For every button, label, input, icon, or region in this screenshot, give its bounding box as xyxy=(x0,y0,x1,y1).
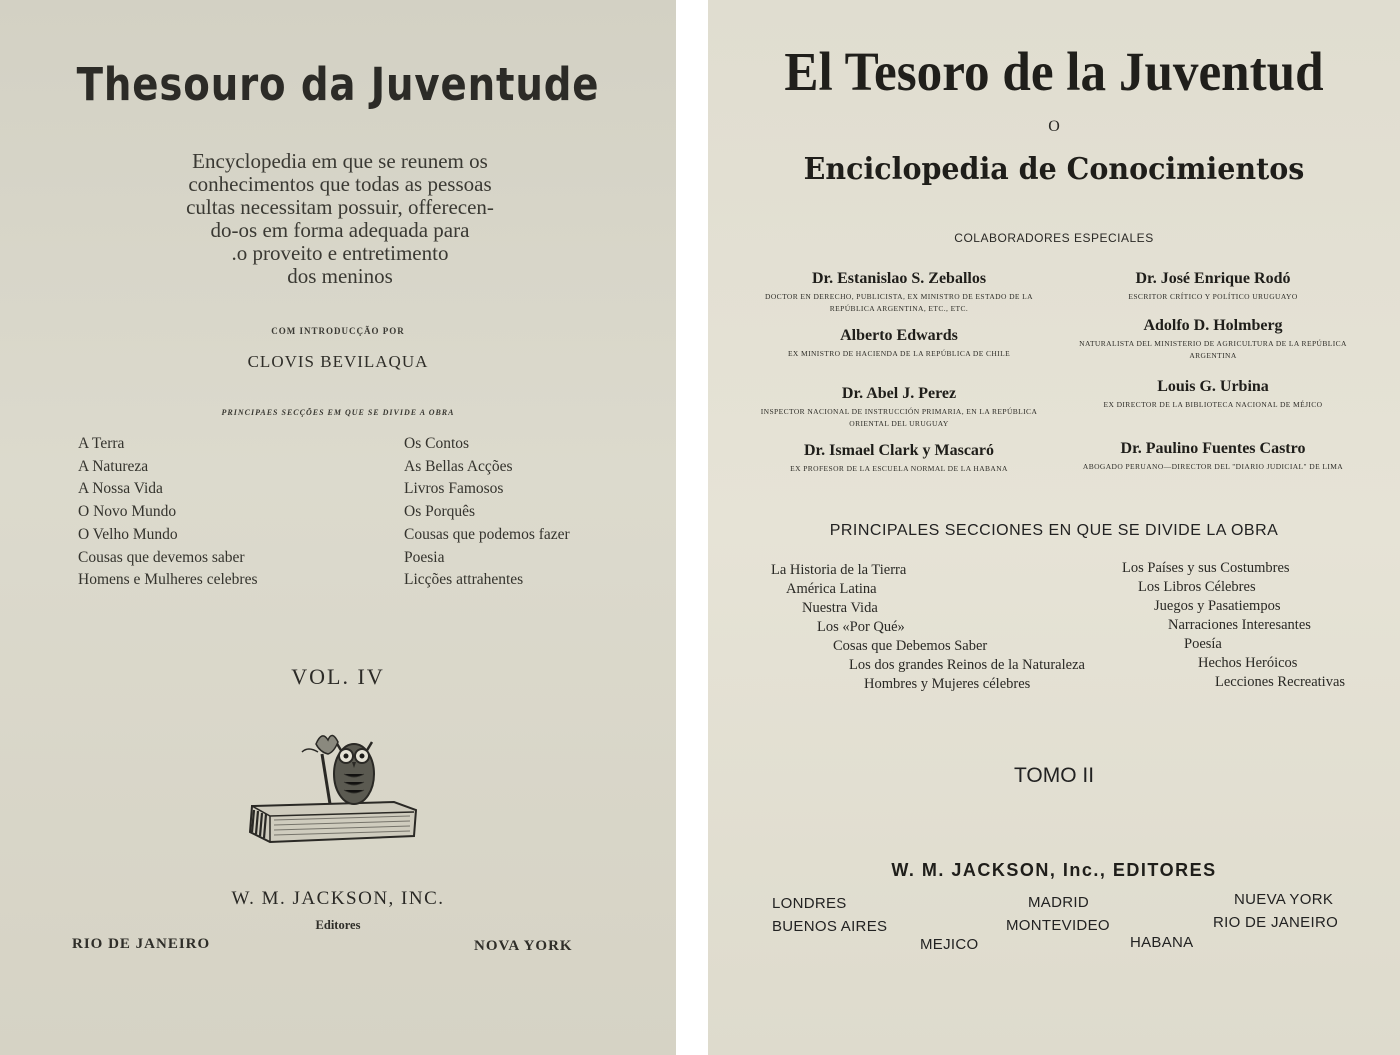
sections-heading: PRINCIPALES SECCIONES EN QUE SE DIVIDE LA OBRA xyxy=(829,522,1279,539)
sections-heading: PRINCIPAES SECÇÕES EM QUE SE DIVIDE A OBRA xyxy=(221,408,455,417)
collaborator-description: NATURALISTA DEL MINISTERIO DE AGRICULTURA DE LA REPÚBLICA ARGENTINA xyxy=(1079,339,1347,360)
list-item: Hombres y Mujeres célebres xyxy=(864,676,1031,692)
city-londres: LONDRES xyxy=(772,895,847,912)
city-nueva-york: NUEVA YORK xyxy=(1234,891,1334,908)
list-item: Lecciones Recreativas xyxy=(1215,674,1346,690)
list-item: Los Libros Célebres xyxy=(1138,579,1256,595)
description-line: Encyclopedia em que se reunem os xyxy=(192,149,488,173)
collaborator-description: INSPECTOR NACIONAL DE INSTRUCCIÓN PRIMARIA, EN LA REPÚBLICA ORIENTAL DEL URUGUAY xyxy=(760,407,1038,428)
list-item: Cousas que devemos saber xyxy=(78,548,245,566)
collaborator-name: Adolfo D. Holmberg xyxy=(1143,317,1283,334)
volume-number: VOL. IV xyxy=(291,664,385,689)
city-rio-de-janeiro: RIO DE JANEIRO xyxy=(72,936,211,952)
title-conjunction: O xyxy=(1048,118,1060,135)
collaborator-name: Dr. Abel J. Perez xyxy=(841,385,957,402)
publisher-name: W. M. JACKSON, INC. xyxy=(231,888,445,909)
list-item: O Velho Mundo xyxy=(78,525,178,543)
list-item: A Natureza xyxy=(78,457,149,475)
collaborator-entry xyxy=(744,385,1054,430)
list-item: Los «Por Qué» xyxy=(817,619,905,635)
collaborator-entry xyxy=(1058,317,1368,362)
description-line: .o proveito e entretimento xyxy=(231,241,449,265)
list-item: América Latina xyxy=(786,581,877,597)
list-item: Os Contos xyxy=(404,435,470,452)
left-page-title: Thesouro da Juventude xyxy=(76,58,600,111)
list-item: Os Porquês xyxy=(404,503,476,521)
city-nova-york: NOVA YORK xyxy=(474,938,573,954)
collaborator-entry xyxy=(1058,440,1368,473)
collaborator-name: Dr. Estanislao S. Zeballos xyxy=(811,270,987,287)
collaborator-name: Alberto Edwards xyxy=(840,327,958,344)
list-item: Cousas que podemos fazer xyxy=(404,525,570,543)
collaborator-description: DOCTOR EN DERECHO, PUBLICISTA, EX MINISTRO DE ESTADO DE LA REPÚBLICA ARGENTINA, ETC., ETC. xyxy=(765,292,1033,313)
collaborator-description: EX MINISTRO DE HACIENDA DE LA REPÚBLICA DE CHILE xyxy=(787,349,1011,358)
list-item: A Nossa Vida xyxy=(78,480,163,498)
list-item: Licções attrahentes xyxy=(404,571,524,589)
publisher-name: W. M. JACKSON, Inc., EDITORES xyxy=(891,860,1217,880)
intro-label: COM INTRODUCÇÃO POR xyxy=(271,326,405,336)
city-buenos-aires: BUENOS AIRES xyxy=(772,918,888,935)
right-title-page xyxy=(708,0,1400,1055)
list-item: As Bellas Acções xyxy=(404,457,513,475)
collaborator-description: EX DIRECTOR DE LA BIBLIOTECA NACIONAL DE MÉJICO xyxy=(1103,400,1323,409)
list-item: Poesía xyxy=(1184,636,1222,652)
list-item: La Historia de la Tierra xyxy=(771,562,907,578)
list-item: Hechos Heróicos xyxy=(1198,655,1298,671)
list-item: Livros Famosos xyxy=(404,480,504,498)
list-item: Poesia xyxy=(404,548,445,566)
collaborator-entry xyxy=(1058,378,1368,411)
collaborator-entry xyxy=(744,442,1054,475)
intro-author: CLOVIS BEVILAQUA xyxy=(247,352,429,371)
city-rio-de-janeiro: RIO DE JANEIRO xyxy=(1213,914,1339,931)
collaborator-name: Louis G. Urbina xyxy=(1157,378,1269,395)
collaborator-entry xyxy=(744,270,1054,315)
collaborator-entry xyxy=(1058,270,1368,303)
list-item: A Terra xyxy=(78,435,125,452)
publisher-role: Editores xyxy=(315,918,361,932)
description-line: conhecimentos que todas as pessoas xyxy=(188,172,492,196)
owl-on-book-emblem-icon xyxy=(244,724,420,848)
city-habana: HABANA xyxy=(1130,934,1194,951)
city-mejico: MEJICO xyxy=(920,936,979,953)
collaborator-name: Dr. José Enrique Rodó xyxy=(1135,270,1291,287)
description-line: dos meninos xyxy=(287,264,393,288)
collaborator-entry xyxy=(744,327,1054,360)
description-line: cultas necessitam possuir, offerecen- xyxy=(186,195,494,219)
list-item: O Novo Mundo xyxy=(78,503,177,521)
list-item: Los Países y sus Costumbres xyxy=(1122,560,1290,576)
collaborator-description: EX PROFESOR DE LA ESCUELA NORMAL DE LA HABANA xyxy=(790,464,1008,473)
list-item: Cosas que Debemos Saber xyxy=(833,638,988,654)
sections-list-right xyxy=(404,433,570,592)
list-item: Homens e Mulheres celebres xyxy=(78,571,258,589)
list-item: Nuestra Vida xyxy=(802,600,878,616)
collaborator-description: ESCRITOR CRÍTICO Y POLÍTICO URUGUAYO xyxy=(1128,292,1298,301)
collaborators-heading: COLABORADORES ESPECIALES xyxy=(954,231,1154,245)
right-page-title: El Tesoro de la Juventud xyxy=(784,41,1324,102)
collaborator-name: Dr. Ismael Clark y Mascaró xyxy=(803,442,995,459)
city-madrid: MADRID xyxy=(1028,894,1089,911)
volume-number: TOMO II xyxy=(1013,764,1095,787)
list-item: Narraciones Interesantes xyxy=(1168,617,1311,633)
description-line: do-os em forma adequada para xyxy=(210,218,470,242)
collaborator-name: Dr. Paulino Fuentes Castro xyxy=(1120,440,1306,457)
list-item: Los dos grandes Reinos de la Naturaleza xyxy=(849,657,1085,673)
left-page-description xyxy=(100,150,580,288)
left-title-page xyxy=(0,0,676,1055)
list-item: Juegos y Pasatiempos xyxy=(1154,598,1281,614)
right-page-subtitle: Enciclopedia de Conocimientos xyxy=(803,152,1305,187)
city-montevideo: MONTEVIDEO xyxy=(1006,917,1110,934)
sections-list-left xyxy=(78,433,257,592)
collaborator-description: ABOGADO PERUANO—DIRECTOR DEL "DIARIO JUDICIAL" DE LIMA xyxy=(1082,462,1344,471)
